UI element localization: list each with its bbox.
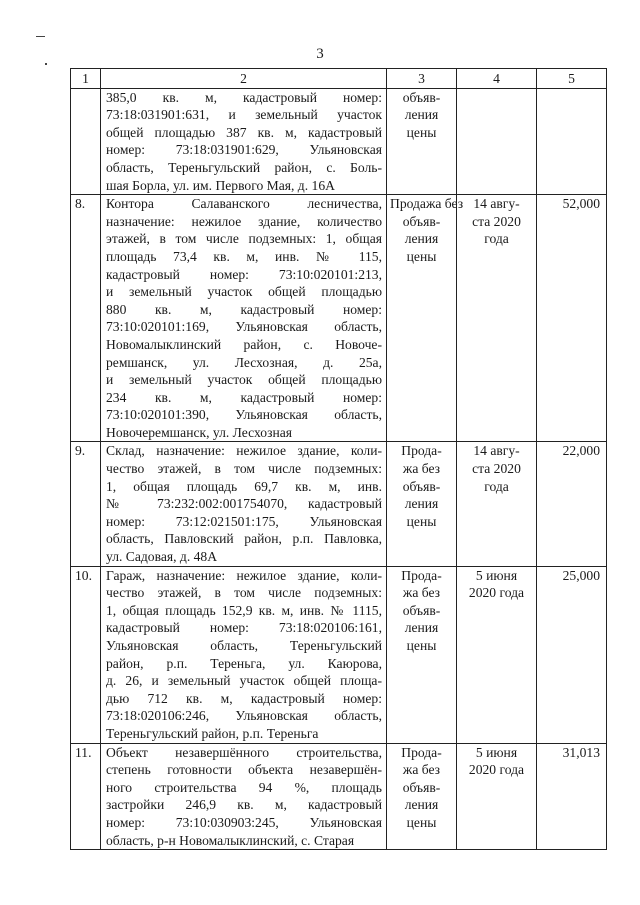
- description-line: номер: 73:10:030903:245, Ульяновская: [106, 814, 382, 830]
- sale-method-line: жа без: [402, 762, 441, 778]
- sale-method-line: ления: [404, 231, 439, 247]
- sale-date-line: ста 2020: [472, 213, 521, 229]
- price: 52,000: [537, 195, 607, 442]
- sale-method: [387, 442, 457, 566]
- sale-method-line: ления: [404, 107, 439, 123]
- sale-method-line: ления: [404, 620, 439, 636]
- description-line: ного строительства 94 %, площадь: [106, 779, 382, 795]
- header-cell: 5: [537, 69, 607, 89]
- header-cell: 1: [71, 69, 101, 89]
- header-row: [71, 69, 607, 89]
- description-line: шая Борла, ул. им. Первого Мая, д. 16А: [106, 177, 335, 193]
- price: [537, 88, 607, 195]
- description-line: 73:18:031901:631, и земельный участок: [106, 107, 382, 123]
- sale-method-line: цены: [406, 124, 437, 140]
- sale-method: [387, 743, 457, 850]
- sale-method: [387, 195, 464, 442]
- description-line: 1, общая площадь 152,9 кв. м, инв. № 1115,: [106, 602, 382, 618]
- sale-date-line: 14 авгу-: [473, 196, 520, 212]
- table-row: [71, 195, 607, 442]
- row-number: 11.: [71, 743, 101, 850]
- description-line: область, Тереньгульский район, с. Боль-: [106, 159, 382, 175]
- sale-method-line: цены: [406, 638, 437, 653]
- property-description: [101, 195, 387, 442]
- sale-method-line: ления: [404, 797, 439, 813]
- sale-method-line: цены: [406, 814, 437, 830]
- price: 25,000: [537, 566, 607, 743]
- description-line: Тереньгульский район, р.п. Тереньга: [106, 725, 319, 741]
- sale-date-line: 5 июня: [475, 744, 518, 760]
- description-line: этажей, в том числе подземных: 1, общая: [106, 231, 382, 247]
- description-line: чество этажей, в том числе подземных:: [106, 461, 382, 477]
- table-row: [71, 566, 607, 743]
- header-cell: 4: [457, 69, 537, 89]
- description-line: Объект незавершённого строительства,: [106, 744, 382, 760]
- sale-date-line: 2020 года: [468, 762, 525, 778]
- description-line: номер: 73:12:021501:175, Ульяновская: [106, 513, 382, 529]
- property-description: [101, 442, 387, 566]
- description-line: 1, общая площадь 69,7 кв. м, инв.: [106, 478, 382, 494]
- sale-date-line: 14 авгу-: [473, 443, 520, 459]
- property-table: [70, 68, 607, 850]
- sale-method-line: жа без: [402, 585, 441, 601]
- property-description: [101, 566, 387, 743]
- sale-date-line: года: [484, 231, 509, 247]
- sale-method-line: Продажа без: [390, 196, 464, 212]
- property-description: [101, 88, 387, 195]
- description-line: 73:18:020106:246, Ульяновская область,: [106, 708, 382, 724]
- sale-date: [457, 743, 537, 850]
- description-line: общей площадью 387 кв. м, кадастровый: [106, 124, 382, 140]
- description-line: застройки 246,9 кв. м, кадастровый: [106, 797, 382, 813]
- table-row: [71, 88, 607, 195]
- description-line: чество этажей, в том числе подземных:: [106, 585, 382, 601]
- sale-method-line: цены: [406, 513, 437, 529]
- sale-method-line: цены: [406, 248, 437, 264]
- description-line: Гараж, назначение: нежилое здание, коли-: [106, 567, 382, 583]
- sale-method-line: объяв-: [402, 478, 441, 494]
- description-line: № 73:232:002:001754070, кадастровый: [106, 496, 382, 512]
- sale-date-line: ста 2020: [472, 461, 521, 477]
- sale-method-line: объяв-: [402, 779, 441, 795]
- table-row: [71, 442, 607, 566]
- sale-method-line: Прода-: [401, 567, 442, 583]
- sale-method-line: Прода-: [401, 443, 442, 459]
- sale-method: [387, 88, 457, 195]
- row-number: 10.: [71, 566, 101, 743]
- sale-method-line: объяв-: [402, 602, 441, 618]
- description-line: ремшанск, ул. Лесхозная, д. 25а,: [106, 354, 382, 370]
- sale-method-line: объяв-: [402, 89, 441, 105]
- page-number: 3: [316, 46, 324, 62]
- sale-date-line: 2020 года: [468, 585, 525, 601]
- description-line: Новочеремшанск, ул. Лесхозная: [106, 424, 293, 440]
- row-number: 9.: [71, 442, 101, 566]
- sale-date: [457, 88, 537, 195]
- row-number: [71, 88, 101, 195]
- description-line: кадастровый номер: 73:10:020101:213,: [106, 266, 382, 282]
- sale-date: [457, 442, 537, 566]
- sale-method-line: жа без: [402, 461, 441, 477]
- margin-mark: [36, 36, 45, 37]
- description-line: дью 712 кв. м, кадастровый номер:: [106, 690, 382, 706]
- description-line: район, р.п. Тереньга, ул. Каюрова,: [106, 655, 382, 671]
- description-line: 880 кв. м, кадастровый номер:: [106, 301, 382, 317]
- margin-mark: [45, 63, 47, 65]
- sale-method-line: ления: [404, 496, 439, 512]
- header-cell: 3: [387, 69, 457, 89]
- description-line: Контора Салаванского лесничества,: [106, 196, 382, 212]
- table-row: [71, 743, 607, 850]
- description-line: и земельный участок общей площадью: [106, 284, 382, 300]
- description-line: д. 26, и земельный участок общей площа-: [106, 673, 382, 689]
- description-line: номер: 73:18:031901:629, Ульяновская: [106, 142, 382, 158]
- description-line: 73:10:020101:390, Ульяновская область,: [106, 407, 382, 423]
- sale-date-line: 5 июня: [475, 567, 518, 583]
- description-line: площадь 73,4 кв. м, инв. № 115,: [106, 248, 382, 264]
- sale-method-line: Прода-: [401, 744, 442, 760]
- sale-method: [387, 566, 457, 743]
- price: 22,000: [537, 442, 607, 566]
- description-line: и земельный участок общей площадью: [106, 372, 382, 388]
- sale-date-line: года: [484, 478, 509, 494]
- description-line: 385,0 кв. м, кадастровый номер:: [106, 89, 382, 105]
- header-cell: 2: [101, 69, 387, 89]
- description-line: 73:10:020101:169, Ульяновская область,: [106, 319, 382, 335]
- description-line: степень готовности объекта незавершён-: [106, 762, 382, 778]
- description-line: Новомалыклинский район, с. Новоче-: [106, 336, 382, 352]
- description-line: назначение: нежилое здание, количество: [106, 213, 382, 229]
- price: 31,013: [537, 743, 607, 850]
- description-line: Склад, назначение: нежилое здание, коли-: [106, 443, 382, 459]
- sale-date: [457, 195, 537, 442]
- sale-method-line: объяв-: [402, 213, 441, 229]
- description-line: область, р-н Новомалыклинский, с. Старая: [106, 832, 355, 848]
- sale-date: [457, 566, 537, 743]
- row-number: 8.: [71, 195, 101, 442]
- description-line: область, Павловский район, р.п. Павловка,: [106, 531, 382, 547]
- description-line: ул. Садовая, д. 48А: [106, 549, 218, 565]
- description-line: Ульяновская область, Тереньгульский: [106, 638, 382, 653]
- description-line: 234 кв. м, кадастровый номер:: [106, 389, 382, 405]
- description-line: кадастровый номер: 73:18:020106:161,: [106, 620, 382, 636]
- property-description: [101, 743, 387, 850]
